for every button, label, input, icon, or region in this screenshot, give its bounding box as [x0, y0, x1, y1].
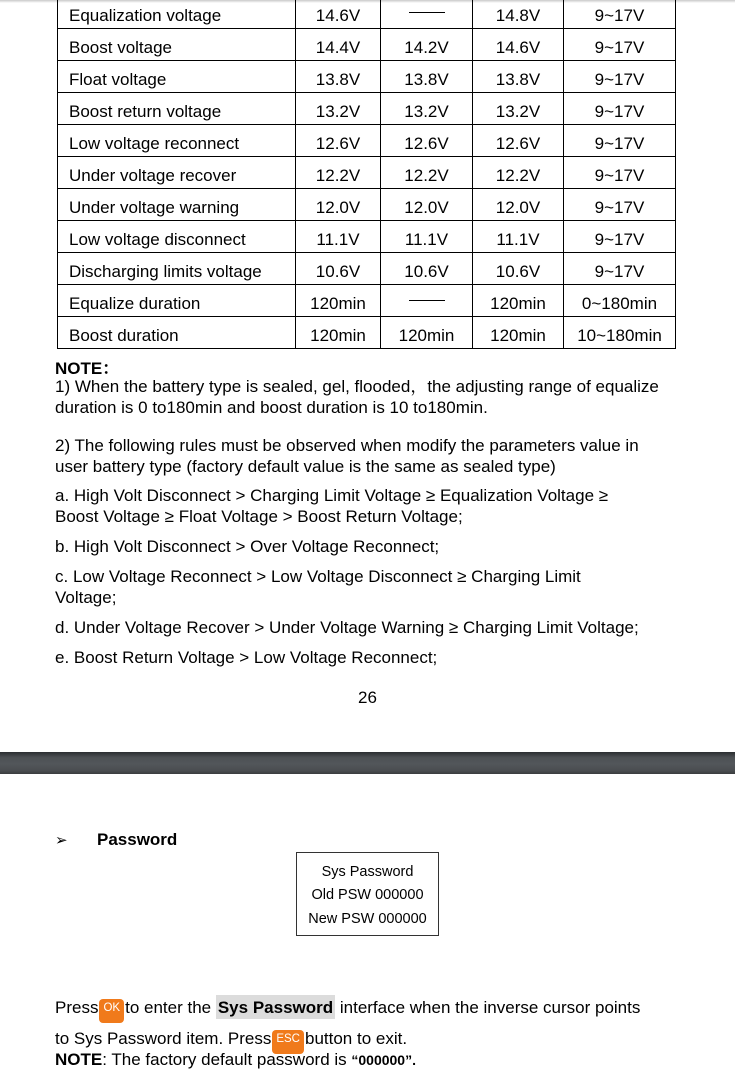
- range-cell: 9~17V: [564, 93, 676, 125]
- value-col-1-cell: 11.1V: [296, 221, 381, 253]
- value-col-3-cell: 120min: [473, 317, 564, 349]
- table-row: [58, 221, 676, 253]
- value-col-3-cell: 14.6V: [473, 29, 564, 61]
- range-cell: 9~17V: [564, 253, 676, 285]
- value-col-1-cell: 14.6V: [296, 0, 381, 29]
- note-text: : The factory default password is: [102, 1050, 352, 1069]
- value-col-2-cell: 120min: [381, 317, 473, 349]
- table-row: [58, 61, 676, 93]
- value-col-2-cell: 14.2V: [381, 29, 473, 61]
- note-title: NOTE：: [55, 359, 120, 378]
- enter-text: to enter the: [125, 998, 212, 1017]
- parameter-name-cell: Low voltage reconnect: [58, 125, 296, 157]
- value-col-2-cell: [381, 285, 473, 317]
- range-cell: 9~17V: [564, 0, 676, 29]
- range-cell: 9~17V: [564, 157, 676, 189]
- parameter-name-cell: Equalization voltage: [58, 0, 296, 29]
- value-col-1-cell: 14.4V: [296, 29, 381, 61]
- value-col-3-cell: 12.2V: [473, 157, 564, 189]
- interface-text: interface when the inverse cursor points: [339, 998, 641, 1017]
- value-col-1-cell: 12.2V: [296, 157, 381, 189]
- table-row: [58, 285, 676, 317]
- instruction-line-1: [55, 997, 640, 1023]
- range-cell: 0~180min: [564, 285, 676, 317]
- parameter-name-cell: Float voltage: [58, 61, 296, 93]
- range-cell: 9~17V: [564, 29, 676, 61]
- table-row: [58, 317, 676, 349]
- rule-a-line-1: a. High Volt Disconnect > Charging Limit Voltage ≥ Equalization Voltage ≥: [55, 486, 609, 505]
- range-cell: 9~17V: [564, 125, 676, 157]
- parameter-name-cell: Discharging limits voltage: [58, 253, 296, 285]
- page-number: 26: [358, 688, 377, 707]
- range-cell: 9~17V: [564, 221, 676, 253]
- rule-b: b. High Volt Disconnect > Over Voltage Reconnect;: [55, 537, 440, 556]
- section-title-password: Password: [97, 830, 178, 849]
- table-row: [58, 29, 676, 61]
- table-row: [58, 157, 676, 189]
- ok-key-icon: OK: [99, 999, 124, 1023]
- value-col-3-cell: 120min: [473, 285, 564, 317]
- value-col-3-cell: 13.8V: [473, 61, 564, 93]
- parameter-name-cell: Boost voltage: [58, 29, 296, 61]
- rule-d: d. Under Voltage Recover > Under Voltage Warning ≥ Charging Limit Voltage;: [55, 618, 639, 637]
- value-col-3-cell: 11.1V: [473, 221, 564, 253]
- battery-parameters-table: [57, 0, 676, 349]
- value-col-2-cell: 11.1V: [381, 221, 473, 253]
- value-col-2-cell: 10.6V: [381, 253, 473, 285]
- table-row: [58, 125, 676, 157]
- value-col-1-cell: 13.2V: [296, 93, 381, 125]
- value-col-2-cell: [381, 0, 473, 29]
- rule-e: e. Boost Return Voltage > Low Voltage Reconnect;: [55, 648, 438, 667]
- value-col-2-cell: 12.0V: [381, 189, 473, 221]
- value-col-1-cell: 12.0V: [296, 189, 381, 221]
- range-cell: 9~17V: [564, 61, 676, 93]
- table-row: [58, 0, 676, 29]
- parameter-name-cell: Boost duration: [58, 317, 296, 349]
- value-col-3-cell: 12.0V: [473, 189, 564, 221]
- value-col-3-cell: 12.6V: [473, 125, 564, 157]
- range-cell: 9~17V: [564, 189, 676, 221]
- table-row: [58, 189, 676, 221]
- rule-a-line-2: Boost Voltage ≥ Float Voltage > Boost Return Voltage;: [55, 507, 463, 526]
- parameter-name-cell: Low voltage disconnect: [58, 221, 296, 253]
- default-password-note: [55, 1049, 416, 1071]
- press-text: Press: [55, 998, 99, 1017]
- not-applicable-dash: [409, 300, 445, 301]
- note-period: .: [412, 1052, 416, 1068]
- bullet-arrow-icon: ➢: [55, 832, 68, 849]
- sys-password-highlight: Sys Password: [216, 995, 335, 1019]
- note-1: 1) When the battery type is sealed, gel, flooded，the adjusting range of equalize duration is 0 to180min and boost duration is 10 to180min.: [55, 377, 659, 417]
- rule-c-line-1: c. Low Voltage Reconnect > Low Voltage Disconnect ≥ Charging Limit: [55, 567, 581, 586]
- rule-c-line-2: Voltage;: [55, 588, 117, 607]
- lcd-line-new-password: New PSW 000000: [308, 911, 427, 927]
- parameter-name-cell: Under voltage warning: [58, 189, 296, 221]
- parameter-name-cell: Boost return voltage: [58, 93, 296, 125]
- value-col-2-cell: 13.8V: [381, 61, 473, 93]
- lcd-line-old-password: Old PSW 000000: [311, 887, 424, 903]
- value-col-2-cell: 12.6V: [381, 125, 473, 157]
- value-col-3-cell: 13.2V: [473, 93, 564, 125]
- exit-text: button to exit.: [305, 1029, 408, 1048]
- lcd-line-title: Sys Password: [321, 864, 414, 880]
- note-label: NOTE: [55, 1050, 103, 1069]
- parameter-name-cell: Equalize duration: [58, 285, 296, 317]
- value-col-1-cell: 120min: [296, 317, 381, 349]
- parameter-name-cell: Under voltage recover: [58, 157, 296, 189]
- table-row: [58, 253, 676, 285]
- note-2-line-2: user battery type (factory default value is the same as sealed type): [55, 457, 556, 476]
- value-col-1-cell: 10.6V: [296, 253, 381, 285]
- to-item-text: to Sys Password item. Press: [55, 1029, 272, 1048]
- value-col-1-cell: 120min: [296, 285, 381, 317]
- esc-key-icon: ESC: [272, 1030, 304, 1054]
- page-separator: [0, 752, 735, 774]
- lcd-display-box: [296, 852, 439, 936]
- range-cell: 10~180min: [564, 317, 676, 349]
- value-col-1-cell: 12.6V: [296, 125, 381, 157]
- not-applicable-dash: [409, 12, 445, 13]
- value-col-3-cell: 14.8V: [473, 0, 564, 29]
- value-col-1-cell: 13.8V: [296, 61, 381, 93]
- value-col-2-cell: 12.2V: [381, 157, 473, 189]
- note-2-line-1: 2) The following rules must be observed when modify the parameters value in: [55, 436, 639, 455]
- table-row: [58, 93, 676, 125]
- default-password-value: “000000”: [351, 1052, 413, 1068]
- value-col-2-cell: 13.2V: [381, 93, 473, 125]
- value-col-3-cell: 10.6V: [473, 253, 564, 285]
